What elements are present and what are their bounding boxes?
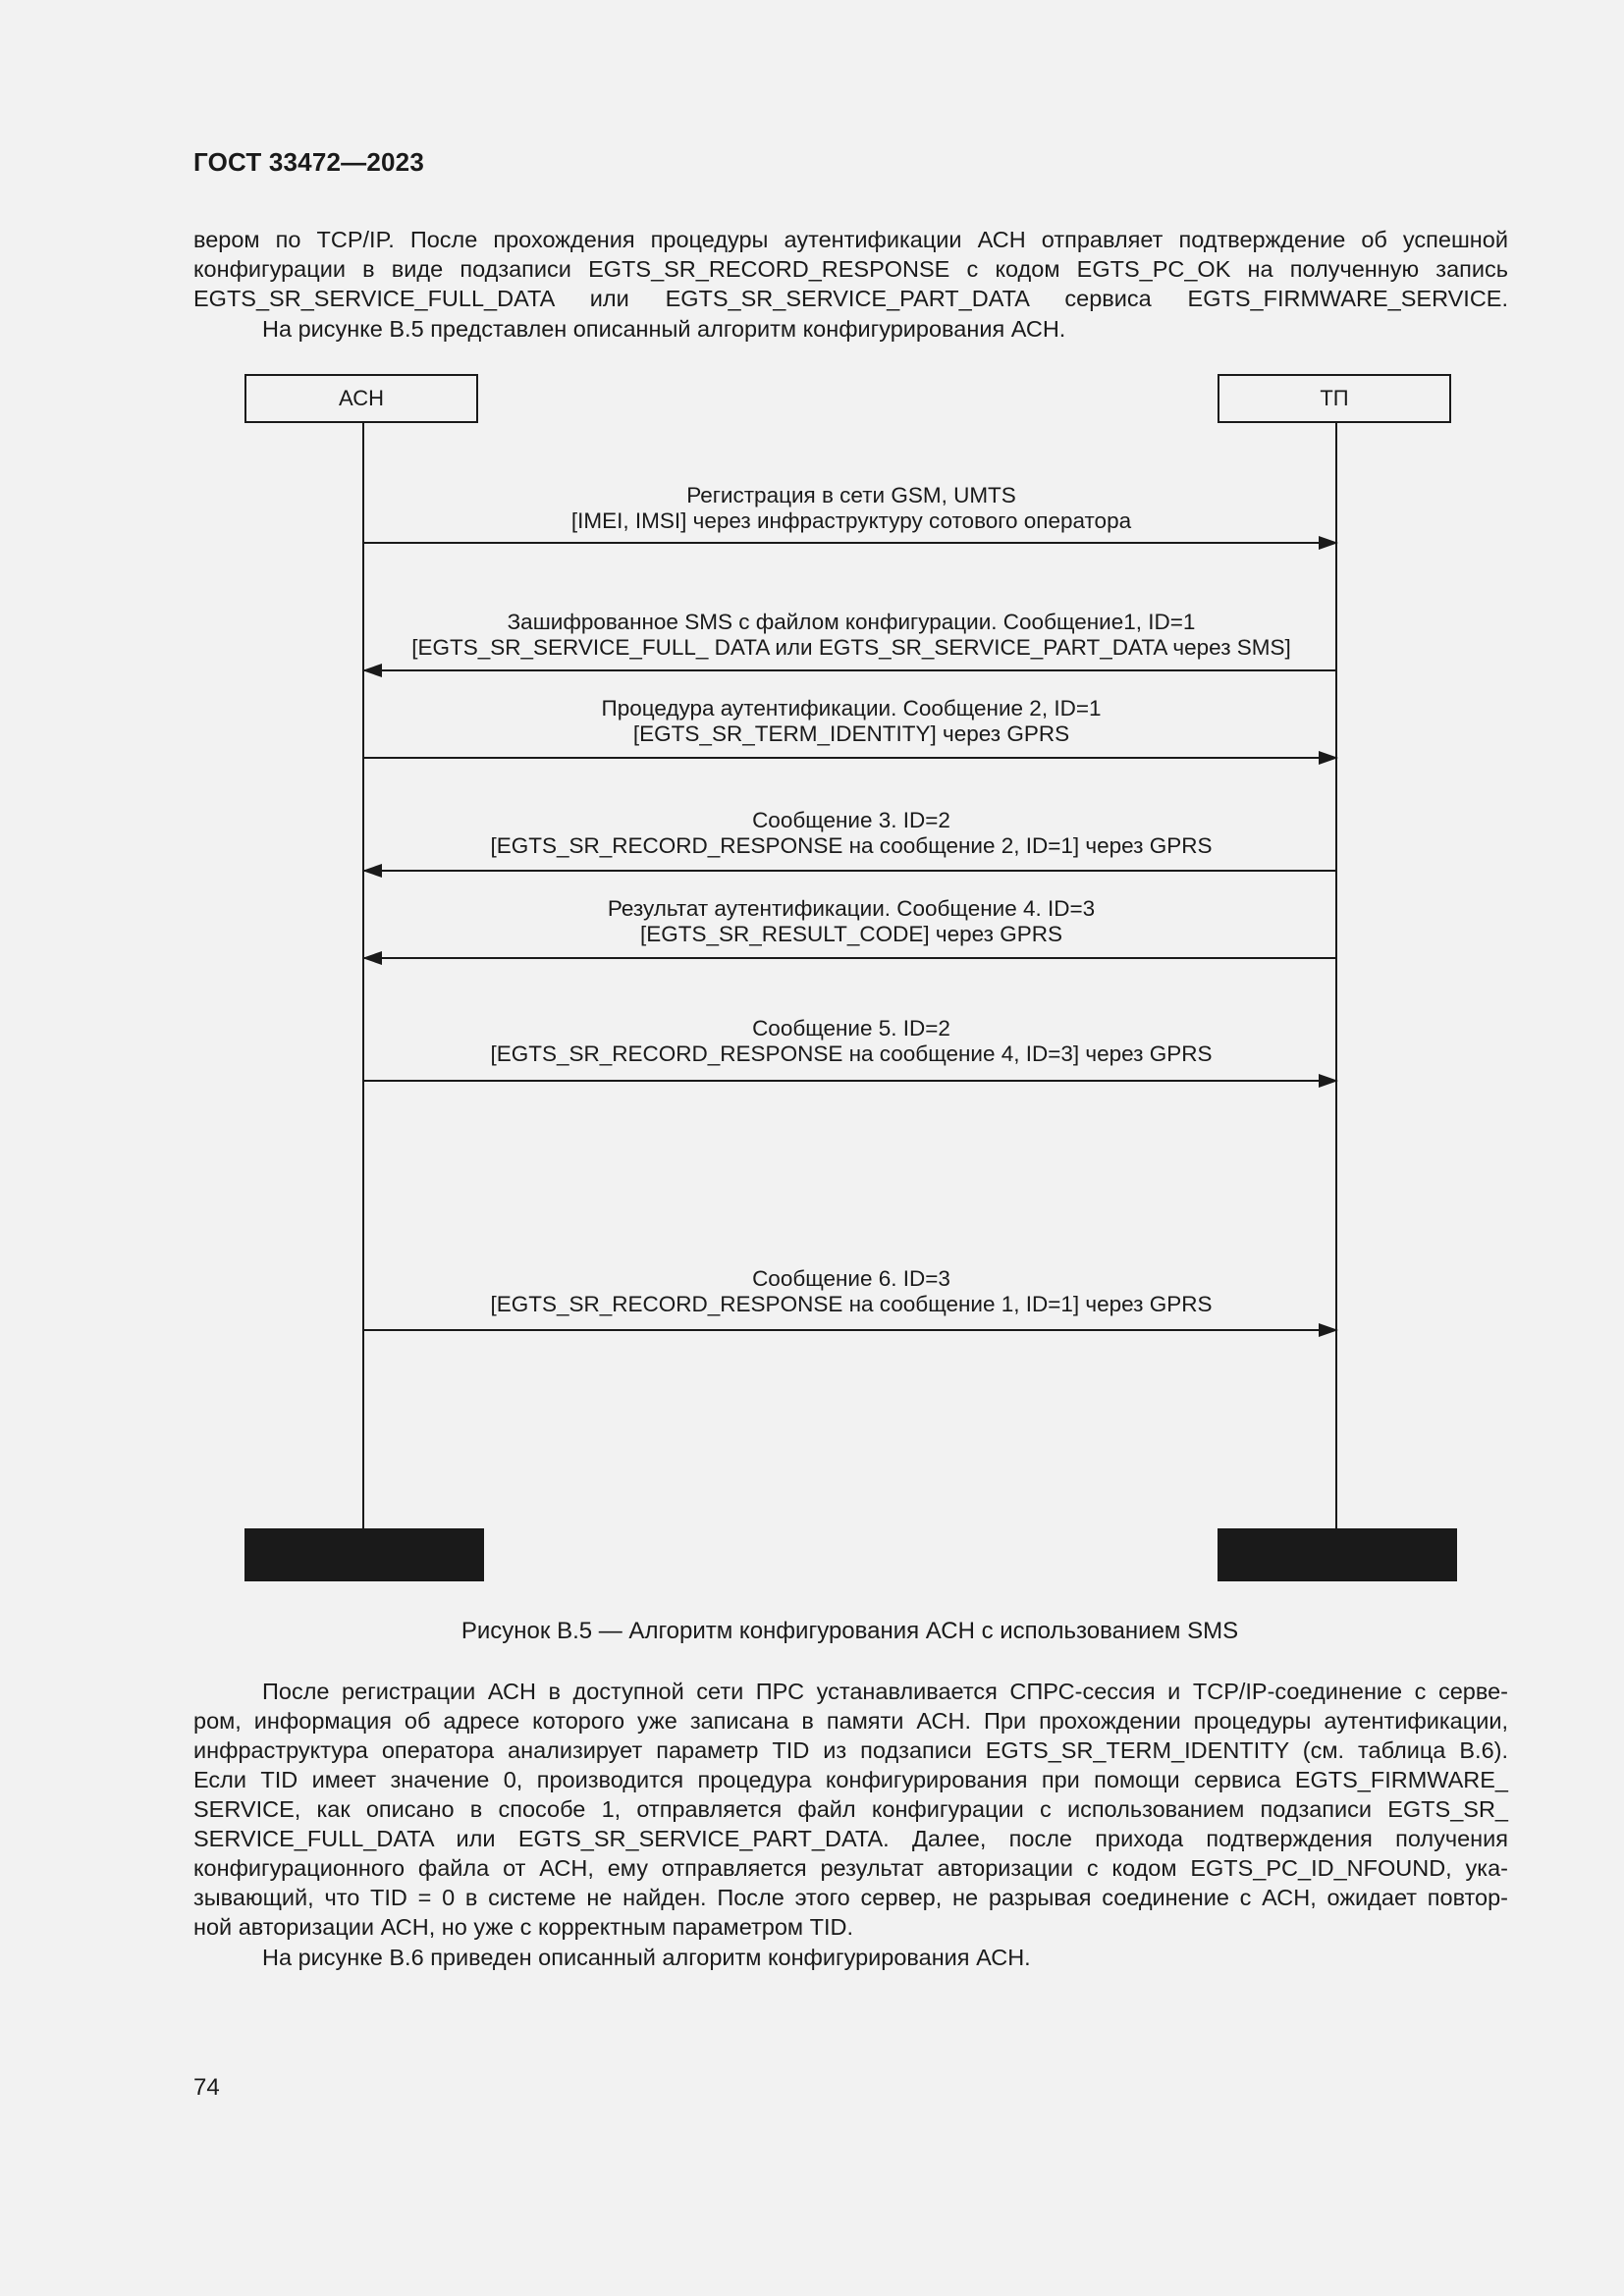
message-3-detail: [EGTS_SR_TERM_IDENTITY] через GPRS <box>632 721 1070 746</box>
message-6-detail: [EGTS_SR_RECORD_RESPONSE на сообщение 4, ID=3] через GPRS <box>490 1041 1213 1066</box>
message-3-label <box>364 696 1338 747</box>
message-1-title: Регистрация в сети GSM, UMTS <box>686 483 1016 507</box>
lifeline-tp <box>1335 423 1337 1528</box>
message-2-label <box>364 610 1338 661</box>
message-7-title: Сообщение 6. ID=3 <box>752 1266 950 1291</box>
message-4-detail: [EGTS_SR_RECORD_RESPONSE на сообщение 2, ID=1] через GPRS <box>490 833 1213 858</box>
message-1-label <box>364 483 1338 534</box>
intro-line: конфигурации в виде подзаписи EGTS_SR_RECORD_RESPONSE с кодом EGTS_PC_OK на полученную запись <box>193 256 1508 282</box>
intro-paragraph <box>193 225 1508 313</box>
message-4-title: Сообщение 3. ID=2 <box>752 808 950 832</box>
message-3-title: Процедура аутентификации. Сообщение 2, ID=1 <box>601 696 1102 721</box>
body-line: SERVICE_FULL_DATA или EGTS_SR_SERVICE_PART_DATA. Далее, после прихода подтверждения получения <box>193 1826 1508 1851</box>
message-2-arrow <box>363 669 1337 671</box>
message-2-detail: [EGTS_SR_SERVICE_FULL_ DATA или EGTS_SR_SERVICE_PART_DATA через SMS] <box>411 635 1291 660</box>
message-7-label <box>364 1266 1338 1317</box>
message-6-title: Сообщение 5. ID=2 <box>752 1016 950 1041</box>
body-line: ром, информация об адресе которого уже записана в памяти АСН. При прохождении процедуры аутентификации, <box>193 1708 1508 1734</box>
message-5-arrow <box>363 957 1337 959</box>
figure-caption: Рисунок В.5 — Алгоритм конфигурования АСН с использованием SMS <box>460 1618 1239 1644</box>
message-3-arrow <box>363 757 1337 759</box>
message-1-arrow <box>363 542 1337 544</box>
body-line: зывающий, что TID = 0 в системе не найден. После этого сервер, не разрывая соединение с АСН, ожидает повтор- <box>193 1885 1508 1910</box>
message-7-detail: [EGTS_SR_RECORD_RESPONSE на сообщение 1, ID=1] через GPRS <box>490 1292 1213 1316</box>
figure-reference-b6: На рисунке В.6 приведен описанный алгоритм конфигурирования АСН. <box>262 1945 1031 1970</box>
body-paragraph <box>193 1677 1508 1942</box>
body-line: инфраструктура оператора анализирует параметр TID из подзаписи EGTS_SR_TERM_IDENTITY (см. таблица В.6). <box>193 1737 1508 1763</box>
message-4-arrow <box>363 870 1337 872</box>
actor-label-ash: АСН <box>339 386 384 410</box>
document-header-title: ГОСТ 33472—2023 <box>193 147 424 177</box>
figure-reference-b5: На рисунке В.5 представлен описанный алгоритм конфигурирования АСН. <box>262 316 1066 342</box>
actor-box-tp <box>1218 374 1451 423</box>
message-6-label <box>364 1016 1338 1067</box>
message-1-detail: [IMEI, IMSI] через инфраструктуру сотового оператора <box>570 508 1132 533</box>
actor-end-tp <box>1218 1528 1457 1581</box>
lifeline-ash <box>362 423 364 1528</box>
actor-box-ash <box>244 374 478 423</box>
actor-end-ash <box>244 1528 484 1581</box>
body-line: SERVICE, как описано в способе 1, отправляется файл конфигурации с использованием подзаписи EGTS_SR_ <box>193 1796 1508 1822</box>
message-2-title: Зашифрованное SMS с файлом конфигурации. Сообщение1, ID=1 <box>507 610 1196 634</box>
intro-line: вером по TCP/IP. После прохождения процедуры аутентификации АСН отправляет подтверждение об успешной <box>193 227 1508 252</box>
page-number: 74 <box>193 2074 220 2101</box>
message-5-title: Результат аутентификации. Сообщение 4. ID=3 <box>607 896 1096 921</box>
message-5-label <box>364 896 1338 947</box>
message-6-arrow <box>363 1080 1337 1082</box>
body-line: После регистрации АСН в доступной сети ПРС устанавливается СПРС-сессия и TCP/IP-соединение с серве- <box>262 1679 1508 1704</box>
message-5-detail: [EGTS_SR_RESULT_CODE] через GPRS <box>639 922 1063 946</box>
body-line: конфигурационного файла от АСН, ему отправляется результат авторизации с кодом EGTS_PC_ID_NFOUND, ука- <box>193 1855 1508 1881</box>
body-line: Если TID имеет значение 0, производится процедура конфигурирования при помощи сервиса EGTS_FIRMWARE_ <box>193 1767 1508 1792</box>
message-4-label <box>364 808 1338 859</box>
message-7-arrow <box>363 1329 1337 1331</box>
body-line: ной авторизации АСН, но уже с корректным параметром TID. <box>193 1914 853 1940</box>
intro-line: EGTS_SR_SERVICE_FULL_DATA или EGTS_SR_SERVICE_PART_DATA сервиса EGTS_FIRMWARE_SERVICE. <box>193 286 1508 311</box>
actor-label-tp: ТП <box>1320 386 1349 410</box>
